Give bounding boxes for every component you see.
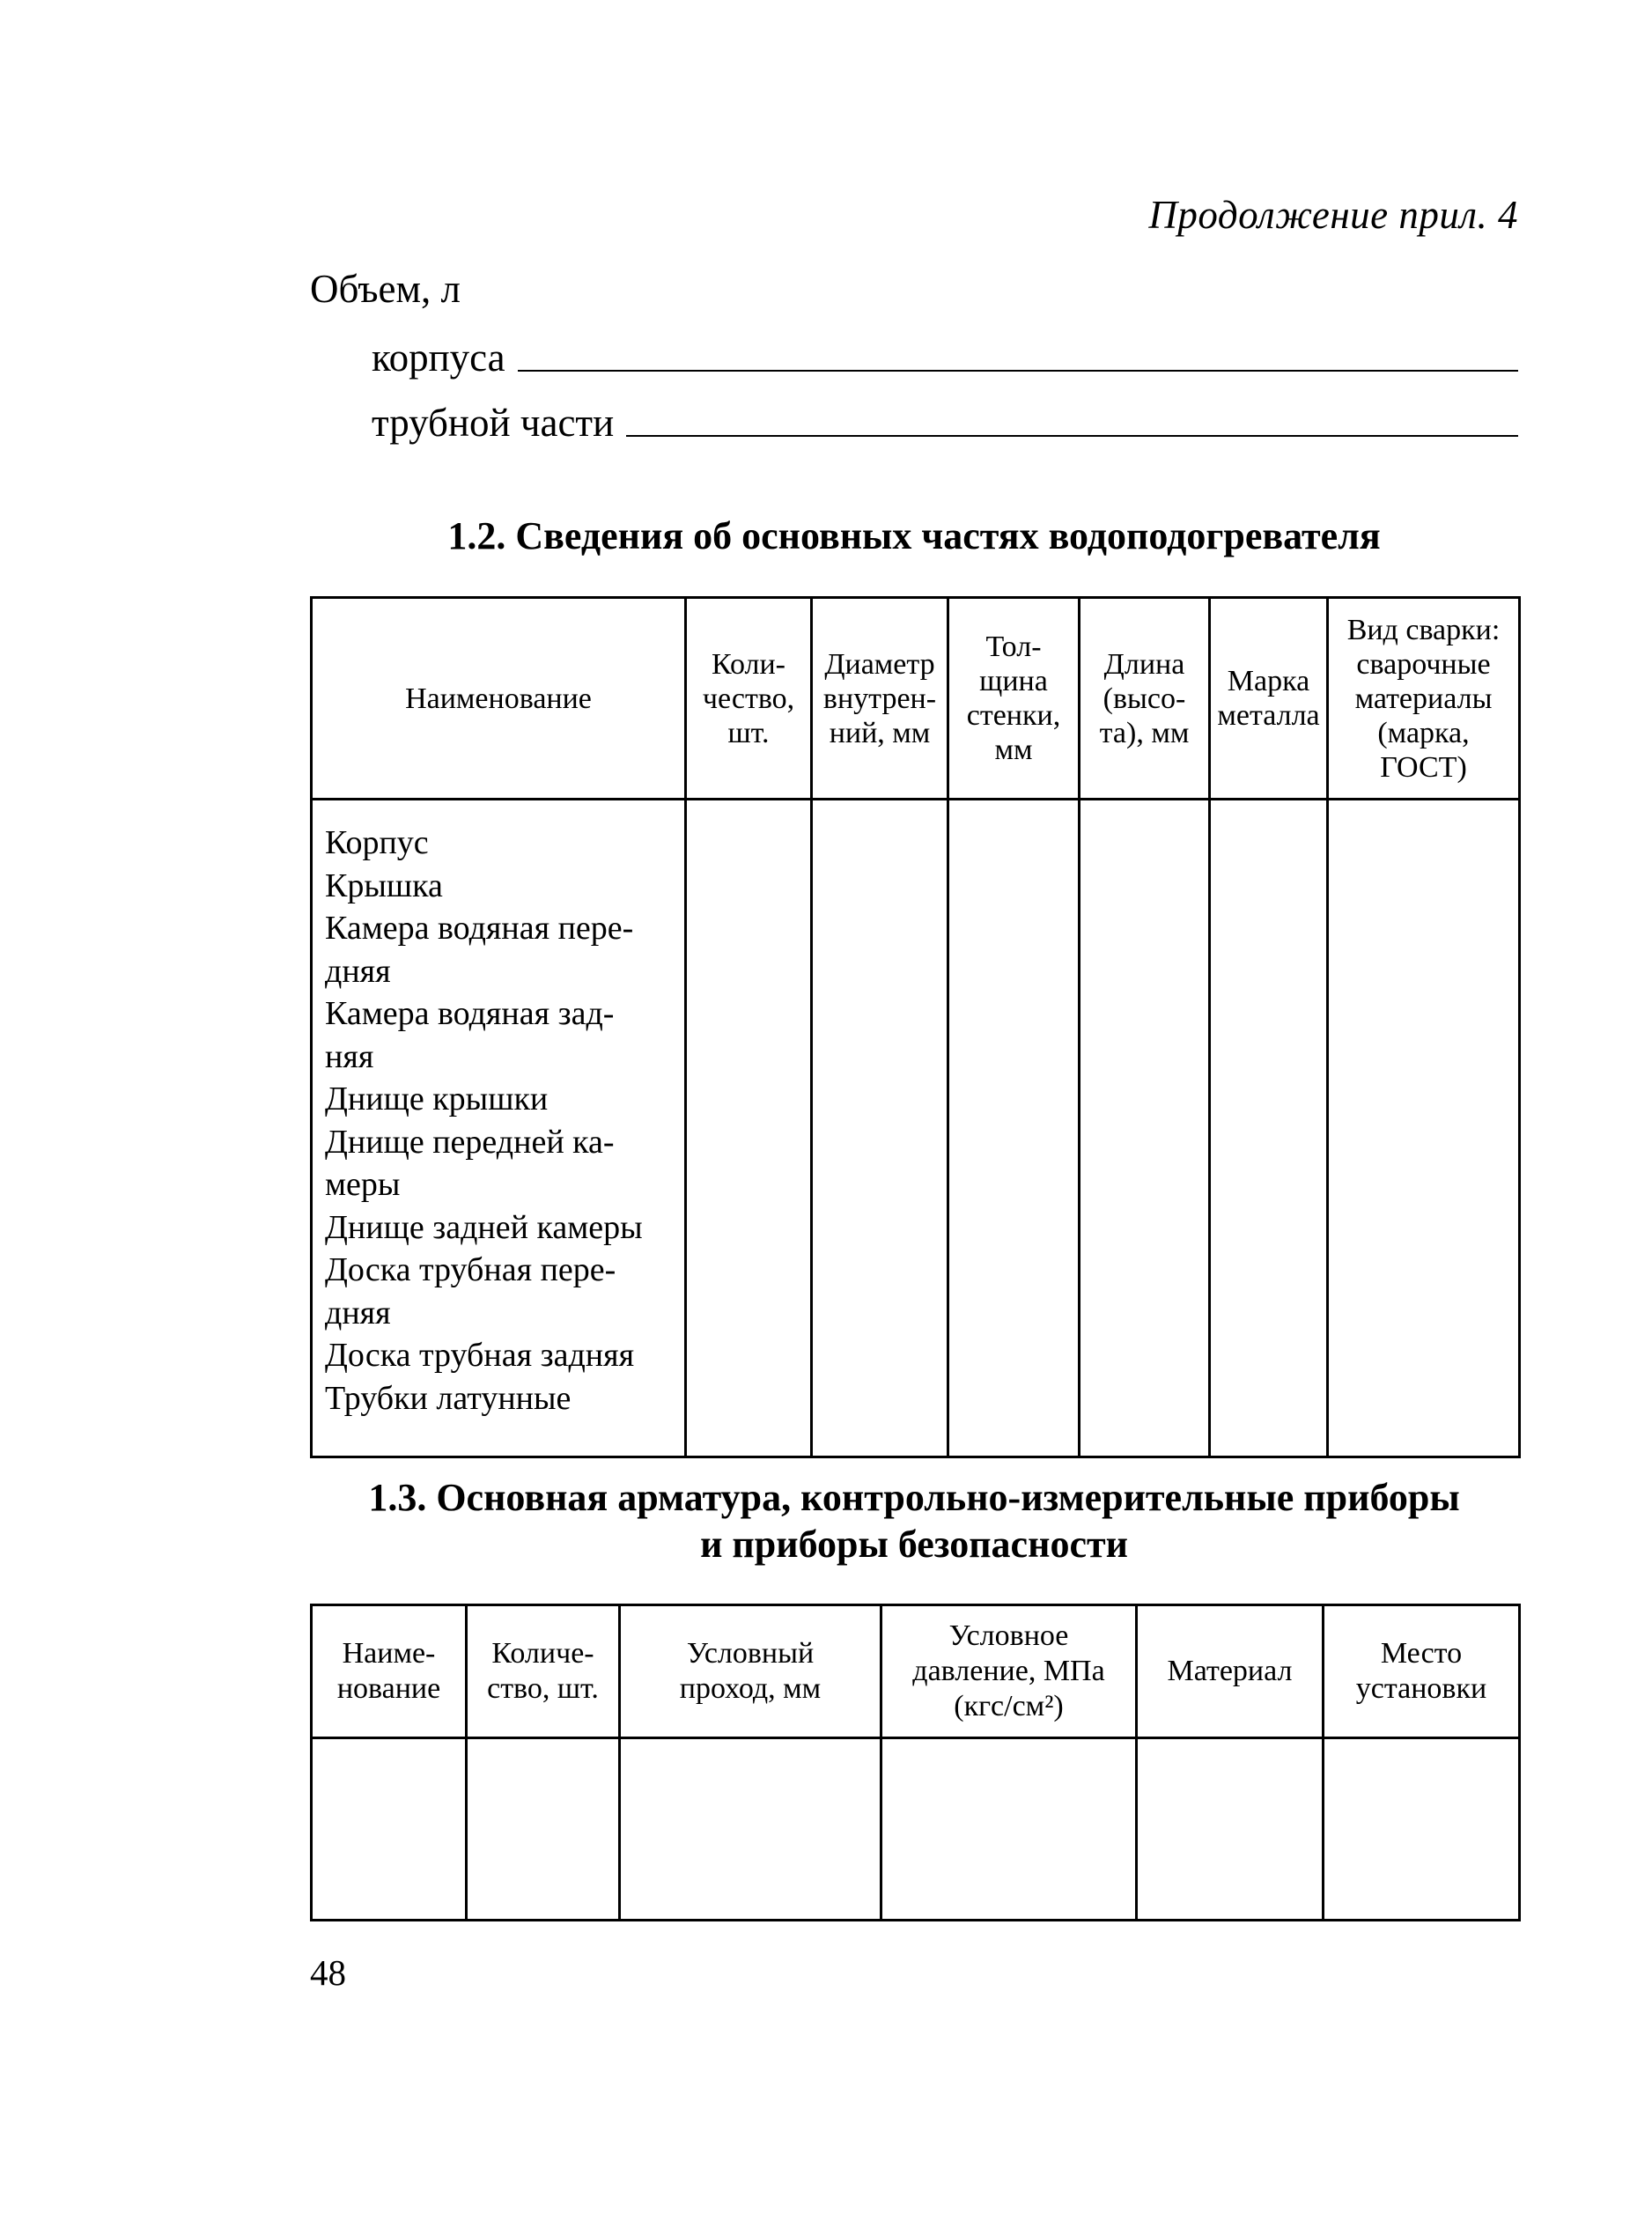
header-cell: Диаметр внутрен- ний, мм — [812, 598, 948, 800]
header-cell: Количе- ство, шт. — [467, 1605, 620, 1738]
volume-tube-fill-line[interactable] — [626, 434, 1518, 437]
volume-tube-label: трубной части — [372, 401, 615, 445]
welding-type-cell[interactable] — [1328, 800, 1520, 1457]
part-name: Камера водяная пере- дняя — [325, 910, 634, 990]
inner-diameter-cell[interactable] — [812, 800, 948, 1457]
length-cell[interactable] — [1080, 800, 1210, 1457]
part-name: Днище крышки — [325, 1080, 549, 1117]
wall-thickness-cell[interactable] — [948, 800, 1080, 1457]
installation-place-cell[interactable] — [1324, 1738, 1520, 1921]
header-cell: Материал — [1137, 1605, 1324, 1738]
quantity-cell[interactable] — [686, 800, 812, 1457]
main-parts-header-row — [312, 598, 1520, 800]
section-1-2-title: 1.2. Сведения об основных частях водоподогревателя — [447, 514, 1381, 557]
metal-grade-cell[interactable] — [1210, 800, 1328, 1457]
volume-title: Объем, л — [310, 267, 461, 311]
page-number: 48 — [310, 1952, 346, 1993]
header-cell: Марка металла — [1210, 598, 1328, 800]
material-cell[interactable] — [1137, 1738, 1324, 1921]
header-cell: Вид сварки: сварочные материалы (марка, ГОСТ) — [1328, 598, 1520, 800]
volume-body-row — [372, 328, 1518, 380]
part-names-cell — [312, 800, 686, 1457]
fitting-name-cell[interactable] — [312, 1738, 467, 1921]
part-name: Днище задней камеры — [325, 1208, 643, 1246]
part-name: Камера водяная зад- няя — [325, 995, 615, 1075]
continuation-label: Продолжение прил. 4 — [1148, 193, 1518, 237]
header-cell: Условное давление, МПа (кгс/см²) — [881, 1605, 1137, 1738]
part-name: Крышка — [325, 867, 443, 904]
part-name: Корпус — [325, 824, 429, 861]
part-name: Днище передней ка- меры — [325, 1123, 615, 1203]
part-name: Доска трубная задняя — [325, 1337, 635, 1374]
header-cell: Условный проход, мм — [620, 1605, 881, 1738]
volume-tube-row — [372, 393, 1518, 446]
volume-body-label: корпуса — [372, 336, 505, 380]
fittings-header-row — [312, 1605, 1520, 1738]
section-1-3-title — [310, 1474, 1518, 1567]
fittings-body-row — [312, 1738, 1520, 1921]
part-name: Трубки латунные — [325, 1379, 572, 1417]
header-cell: Длина (высо- та), мм — [1080, 598, 1210, 800]
header-cell: Наименование — [312, 598, 686, 800]
fittings-table — [310, 1604, 1521, 1921]
header-cell: Наиме- нование — [312, 1605, 467, 1738]
header-cell: Тол- щина стенки, мм — [948, 598, 1080, 800]
nominal-pressure-cell[interactable] — [881, 1738, 1137, 1921]
volume-body-fill-line[interactable] — [518, 369, 1518, 372]
section-1-3-title-line1: 1.3. Основная арматура, контрольно-измерительные приборы — [368, 1476, 1460, 1519]
main-parts-body-row — [312, 800, 1520, 1457]
nominal-bore-cell[interactable] — [620, 1738, 881, 1921]
part-name: Доска трубная пере- дняя — [325, 1251, 616, 1331]
header-cell: Место установки — [1324, 1605, 1520, 1738]
header-cell: Коли- чество, шт. — [686, 598, 812, 800]
main-parts-table — [310, 596, 1521, 1458]
section-1-3-title-line2: и приборы безопасности — [700, 1523, 1128, 1566]
fitting-quantity-cell[interactable] — [467, 1738, 620, 1921]
